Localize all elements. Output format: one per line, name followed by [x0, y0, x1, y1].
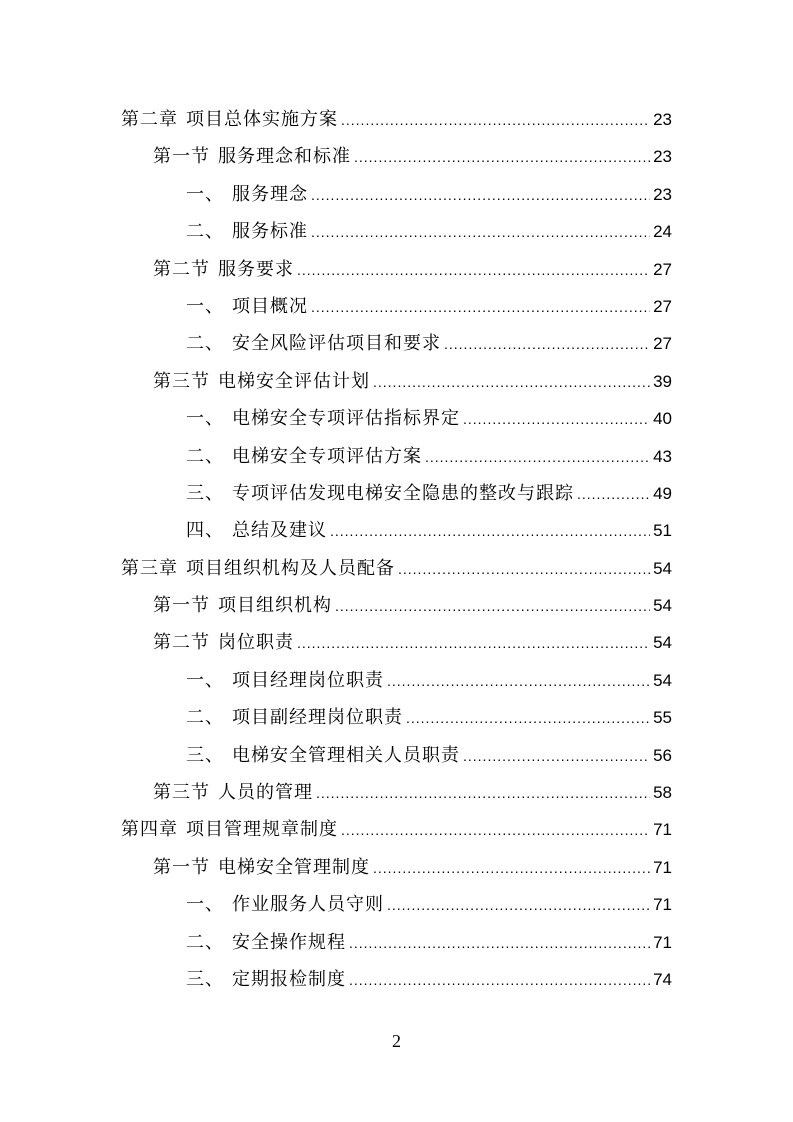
toc-leader-dots	[316, 781, 650, 805]
toc-leader-dots	[349, 968, 650, 992]
toc-entry[interactable]	[0, 924, 793, 961]
toc-entry-title: 项目副经理岗位职责	[232, 707, 403, 729]
toc-leader-dots	[341, 108, 650, 132]
toc-entry-line	[153, 145, 672, 169]
toc-entry-number: 第一节	[153, 595, 210, 617]
toc-entry-line	[186, 445, 672, 469]
toc-leader-dots	[398, 557, 650, 581]
toc-leader-dots	[463, 407, 650, 431]
toc-entry[interactable]	[0, 363, 793, 400]
toc-leader-dots	[335, 594, 650, 618]
toc-entry-number: 第三章	[121, 557, 178, 579]
toc-entry-page: 71	[653, 820, 672, 840]
toc-leader-dots	[311, 183, 650, 207]
toc-leader-dots	[330, 519, 650, 543]
toc-entry-line	[186, 220, 672, 244]
toc-entry[interactable]	[0, 251, 793, 288]
toc-entry[interactable]	[0, 512, 793, 549]
toc-entry-page: 23	[653, 184, 672, 204]
toc-entry-title: 安全风险评估项目和要求	[232, 333, 441, 355]
toc-entry-page: 27	[653, 334, 672, 354]
toc-leader-dots	[297, 631, 650, 655]
toc-entry[interactable]	[0, 438, 793, 475]
toc-entry-number: 四、	[186, 520, 224, 542]
toc-entry-number: 三、	[186, 968, 224, 990]
toc-entry-page: 51	[653, 521, 672, 541]
toc-entry-line	[186, 295, 672, 319]
toc-entry-line	[186, 706, 672, 730]
toc-entry-line	[186, 482, 672, 506]
toc-entry[interactable]	[0, 400, 793, 437]
toc-entry-title: 专项评估发现电梯安全隐患的整改与跟踪	[232, 482, 574, 504]
toc-entry-page: 40	[653, 409, 672, 429]
toc-entry-page: 58	[653, 783, 672, 803]
toc-entry-page: 23	[653, 147, 672, 167]
toc-entry[interactable]	[0, 325, 793, 362]
toc-entry-title: 项目经理岗位职责	[232, 669, 384, 691]
toc-entry-line	[186, 893, 672, 917]
toc-entry-title: 总结及建议	[232, 520, 327, 542]
toc-entry[interactable]	[0, 138, 793, 175]
toc-entry-number: 一、	[186, 894, 224, 916]
toc-entry-line	[121, 557, 672, 581]
table-of-contents	[0, 101, 793, 998]
toc-leader-dots	[577, 482, 650, 506]
toc-entry[interactable]	[0, 288, 793, 325]
toc-entry-title: 服务理念	[232, 183, 308, 205]
toc-entry-line	[153, 631, 672, 655]
toc-entry-line	[186, 332, 672, 356]
toc-entry-line	[186, 968, 672, 992]
toc-entry-line	[153, 781, 672, 805]
toc-entry[interactable]	[0, 886, 793, 923]
toc-entry-title: 项目管理规章制度	[186, 819, 338, 841]
toc-entry-number: 二、	[186, 931, 224, 953]
toc-entry-page: 49	[653, 483, 672, 503]
toc-entry-number: 第四章	[121, 819, 178, 841]
toc-entry-title: 电梯安全管理制度	[218, 856, 370, 878]
toc-leader-dots	[387, 669, 650, 693]
toc-entry-title: 人员的管理	[218, 782, 313, 804]
toc-entry-title: 电梯安全专项评估方案	[232, 445, 422, 467]
toc-entry-number: 第二节	[153, 632, 210, 654]
toc-entry-number: 二、	[186, 333, 224, 355]
toc-entry-title: 项目组织机构及人员配备	[186, 557, 395, 579]
toc-leader-dots	[406, 706, 650, 730]
toc-leader-dots	[444, 332, 650, 356]
toc-entry-line	[153, 370, 672, 394]
toc-entry-number: 第三节	[153, 782, 210, 804]
toc-entry-number: 一、	[186, 408, 224, 430]
toc-entry-page: 39	[653, 371, 672, 391]
toc-leader-dots	[297, 258, 650, 282]
toc-entry-line	[186, 183, 672, 207]
toc-entry-title: 项目组织机构	[218, 595, 332, 617]
toc-entry-line	[186, 744, 672, 768]
toc-entry-title: 岗位职责	[218, 632, 294, 654]
toc-entry-page: 43	[653, 446, 672, 466]
toc-entry[interactable]	[0, 662, 793, 699]
toc-leader-dots	[311, 295, 650, 319]
toc-entry-number: 第二章	[121, 109, 178, 130]
toc-entry-number: 一、	[186, 295, 224, 317]
toc-leader-dots	[311, 220, 650, 244]
toc-entry-number: 二、	[186, 221, 224, 243]
toc-leader-dots	[373, 856, 650, 880]
toc-entry-page: 27	[653, 259, 672, 279]
toc-entry[interactable]	[0, 213, 793, 250]
toc-entry-number: 第一节	[153, 856, 210, 878]
toc-entry-line	[153, 594, 672, 618]
toc-entry[interactable]	[0, 101, 793, 138]
toc-entry-title: 电梯安全评估计划	[218, 370, 370, 392]
toc-entry-number: 二、	[186, 707, 224, 729]
toc-entry[interactable]	[0, 475, 793, 512]
toc-entry-title: 服务标准	[232, 221, 308, 243]
toc-entry-page: 71	[653, 895, 672, 915]
toc-entry-line	[186, 519, 672, 543]
toc-entry-page: 54	[653, 633, 672, 653]
toc-leader-dots	[387, 893, 650, 917]
toc-entry[interactable]	[0, 774, 793, 811]
toc-leader-dots	[463, 744, 650, 768]
toc-entry-page: 56	[653, 745, 672, 765]
toc-entry-number: 第一节	[153, 146, 210, 168]
toc-entry[interactable]	[0, 624, 793, 661]
toc-entry[interactable]	[0, 699, 793, 736]
toc-entry-page: 27	[653, 296, 672, 316]
toc-entry-number: 三、	[186, 744, 224, 766]
toc-entry[interactable]	[0, 737, 793, 774]
toc-entry-page: 24	[653, 222, 672, 242]
toc-entry[interactable]	[0, 849, 793, 886]
toc-entry-title: 安全操作规程	[232, 931, 346, 953]
toc-entry-line	[186, 931, 672, 955]
toc-entry-number: 第二节	[153, 258, 210, 280]
toc-entry-line	[153, 258, 672, 282]
toc-entry-page: 54	[653, 596, 672, 616]
toc-entry-page: 23	[653, 110, 672, 129]
toc-entry-page: 71	[653, 932, 672, 952]
toc-entry[interactable]	[0, 176, 793, 213]
toc-entry-title: 项目总体实施方案	[186, 109, 338, 130]
toc-leader-dots	[349, 931, 650, 955]
toc-entry-title: 项目概况	[232, 295, 308, 317]
toc-entry-title: 服务要求	[218, 258, 294, 280]
toc-entry-title: 服务理念和标准	[218, 146, 351, 168]
toc-entry-line	[186, 407, 672, 431]
toc-entry-page: 71	[653, 857, 672, 877]
toc-entry[interactable]	[0, 961, 793, 998]
toc-leader-dots	[425, 445, 650, 469]
toc-leader-dots	[373, 370, 650, 394]
page-number: 2	[392, 1031, 401, 1051]
toc-entry-page: 74	[653, 969, 672, 989]
toc-entry-title: 作业服务人员守则	[232, 894, 384, 916]
toc-entry-number: 一、	[186, 183, 224, 205]
toc-entry-number: 第三节	[153, 370, 210, 392]
toc-entry-number: 三、	[186, 482, 224, 504]
toc-entry-line	[121, 108, 672, 132]
toc-entry[interactable]	[0, 550, 793, 587]
toc-entry-title: 电梯安全管理相关人员职责	[232, 744, 460, 766]
toc-leader-dots	[354, 145, 650, 169]
toc-entry-page: 55	[653, 708, 672, 728]
toc-entry-title: 定期报检制度	[232, 968, 346, 990]
toc-entry[interactable]	[0, 811, 793, 848]
toc-leader-dots	[341, 818, 650, 842]
toc-entry-number: 一、	[186, 669, 224, 691]
toc-entry-line	[153, 856, 672, 880]
toc-entry-page: 54	[653, 670, 672, 690]
toc-entry-line	[186, 669, 672, 693]
toc-entry[interactable]	[0, 587, 793, 624]
toc-entry-line	[121, 818, 672, 842]
toc-entry-title: 电梯安全专项评估指标界定	[232, 408, 460, 430]
toc-entry-page: 54	[653, 558, 672, 578]
toc-entry-number: 二、	[186, 445, 224, 467]
